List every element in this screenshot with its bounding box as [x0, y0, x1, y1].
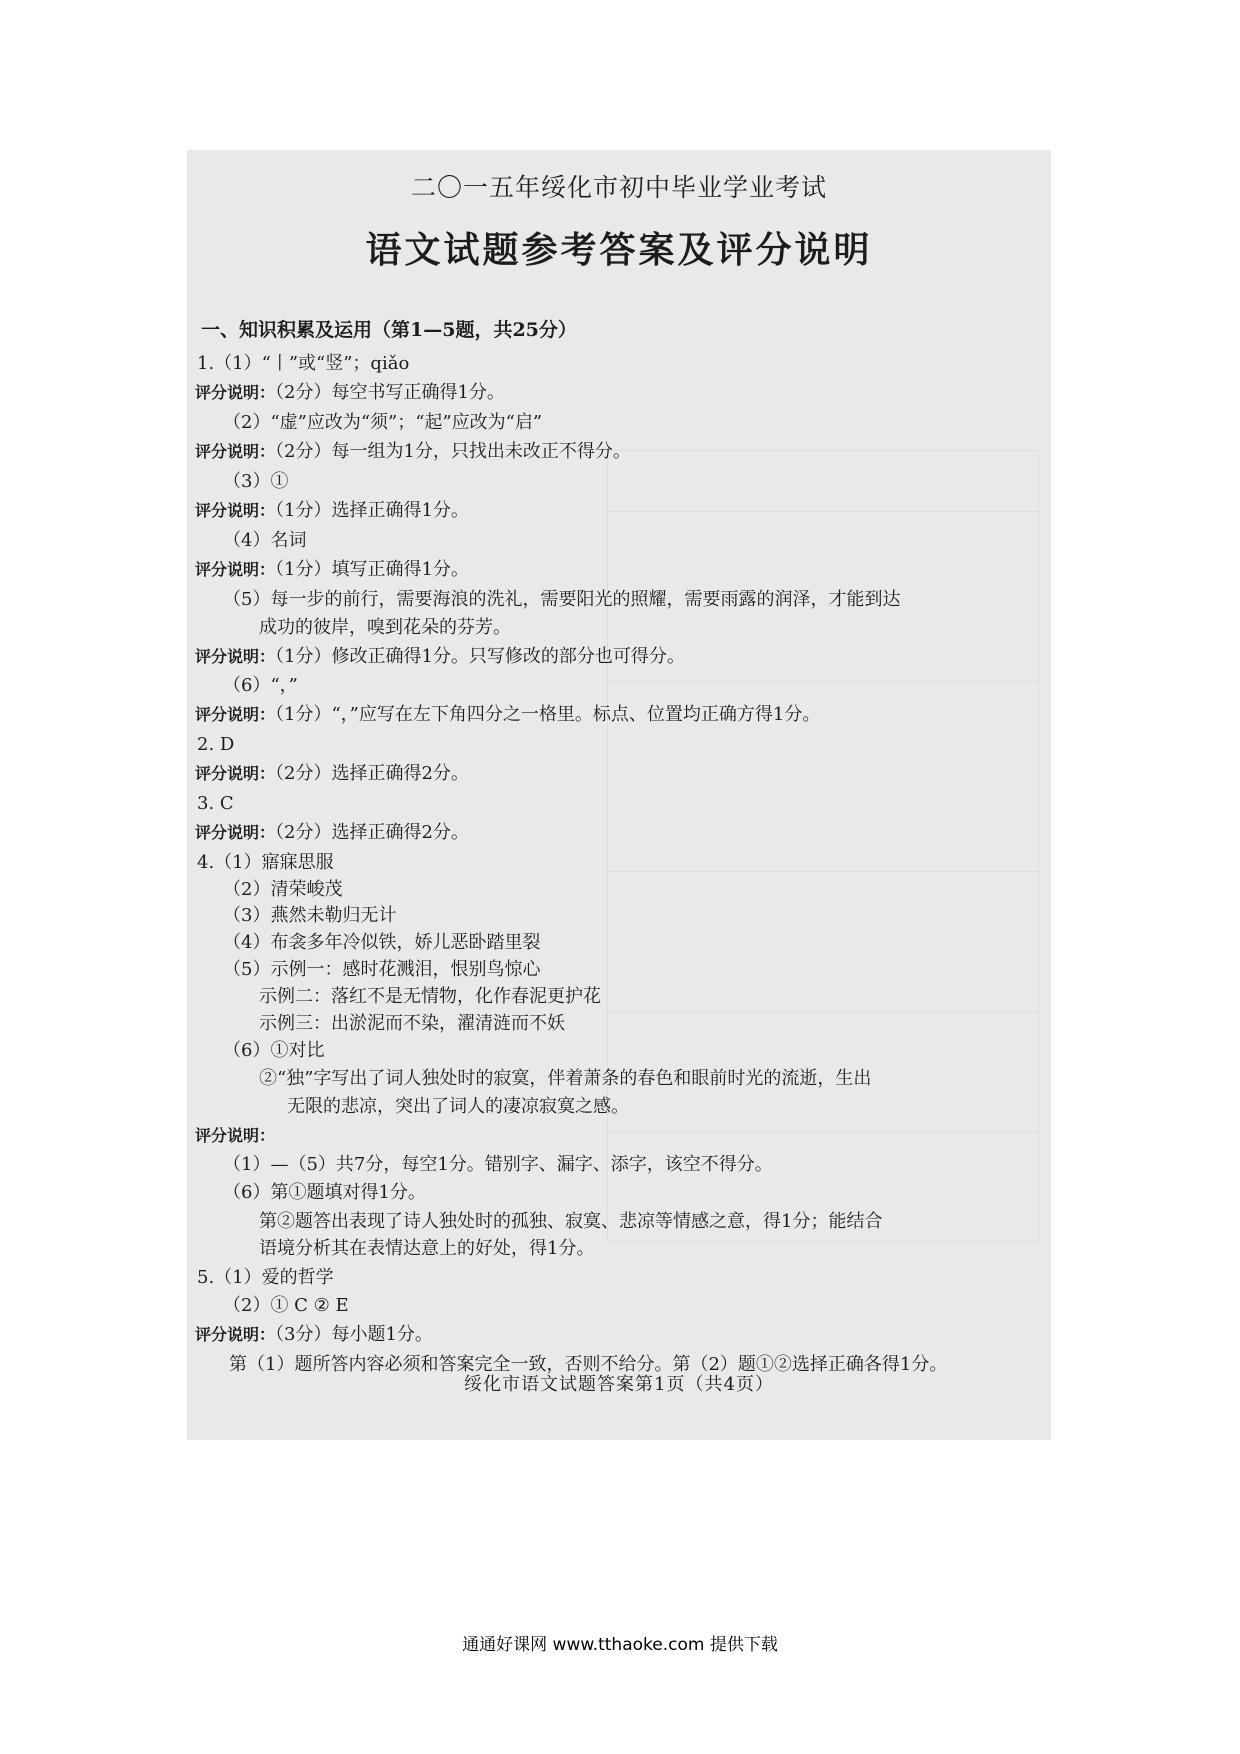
- answer-line: ②“独”字写出了词人独处时的寂寞，伴着萧条的春色和眼前时光的流逝，生出: [259, 1068, 872, 1089]
- answer-line: （3）①: [223, 471, 289, 492]
- scoring-label: 评分说明：: [195, 1126, 276, 1145]
- scoring-label: 评分说明：: [195, 823, 276, 842]
- scoring-note: 评分说明：（1分）“，”应写在左下角四分之一格里。标点、位置均正确方得1分。: [195, 704, 821, 725]
- site-watermark: 通通好课网 www.tthaoke.com 提供下载: [462, 1635, 778, 1655]
- answer-line: （2）“虚”应改为“须”；“起”应改为“启”: [223, 412, 543, 433]
- scoring-label: 评分说明：: [195, 442, 276, 461]
- answer-line: （5）示例一：感时花溅泪，恨别鸟惊心: [223, 959, 541, 980]
- scoring-note: 语境分析其在表情达意上的好处，得1分。: [259, 1238, 595, 1259]
- answer-line: （4）布衾多年冷似铁，娇儿恶卧踏里裂: [223, 932, 541, 953]
- scoring-note: （1）—（5）共7分，每空1分。错别字、漏字、添字，该空不得分。: [223, 1154, 773, 1175]
- answer-line: （4）名词: [223, 530, 307, 551]
- answer-line: （2）① C ② E: [223, 1295, 349, 1316]
- scoring-note: 评分说明：（1分）填写正确得1分。: [195, 559, 469, 580]
- scoring-note: 评分说明：（2分）选择正确得2分。: [195, 763, 469, 784]
- answer-line: 1.（1）“丨”或“竖”；qiǎo: [197, 353, 410, 374]
- scoring-note: 第②题答出表现了诗人独处时的孤独、寂寞、悲凉等情感之意，得1分；能结合: [259, 1211, 883, 1232]
- bleed-through-table: [607, 450, 1039, 1242]
- answer-line: （3）燕然未勒归无计: [223, 905, 397, 926]
- scoring-label: 评分说明：: [195, 1325, 276, 1344]
- answer-line: 4.（1）寤寐思服: [197, 852, 334, 873]
- answer-line: 3. C: [197, 793, 234, 814]
- answer-line: 2. D: [197, 734, 235, 755]
- section-heading: 一、知识积累及运用（第1—5题，共25分）: [201, 319, 577, 341]
- answer-line: 5.（1）爱的哲学: [197, 1267, 334, 1288]
- scoring-note: 第（1）题所答内容必须和答案完全一致，否则不给分。第（2）题①②选择正确各得1分。: [229, 1354, 948, 1375]
- scoring-label: 评分说明：: [195, 705, 276, 724]
- scoring-label: 评分说明：: [195, 501, 276, 520]
- doc-title: 语文试题参考答案及评分说明: [365, 229, 873, 271]
- answer-line: 无限的悲凉，突出了词人的凄凉寂寞之感。: [287, 1096, 629, 1117]
- scanned-page: [187, 150, 1051, 1440]
- answer-line: （6）“，”: [223, 675, 298, 696]
- scoring-note: 评分说明：（2分）选择正确得2分。: [195, 822, 469, 843]
- scoring-note: （6）第①题填对得1分。: [223, 1182, 426, 1203]
- page-footer: 绥化市语文试题答案第1页（共4页）: [464, 1374, 774, 1395]
- scoring-note: [195, 1123, 275, 1148]
- answer-line: （5）每一步的前行，需要海浪的洗礼，需要阳光的照耀，需要雨露的润泽，才能到达: [223, 589, 901, 610]
- scoring-label: 评分说明：: [195, 647, 276, 666]
- scoring-note: 评分说明：（1分）选择正确得1分。: [195, 500, 469, 521]
- scoring-note: 评分说明：（3分）每小题1分。: [195, 1324, 433, 1345]
- scoring-note: 评分说明：（1分）修改正确得1分。只写修改的部分也可得分。: [195, 646, 685, 667]
- answer-line: （6）①对比: [223, 1040, 325, 1061]
- answer-line: 成功的彼岸，嗅到花朵的芬芳。: [259, 617, 511, 638]
- scoring-label: 评分说明：: [195, 560, 276, 579]
- answer-line: （2）清荣峻茂: [223, 879, 343, 900]
- exam-title: 二〇一五年绥化市初中毕业学业考试: [410, 173, 827, 202]
- scoring-label: 评分说明：: [195, 383, 276, 402]
- answer-line: 示例二：落红不是无情物，化作春泥更护花: [259, 986, 601, 1007]
- scoring-note: 评分说明：（2分）每空书写正确得1分。: [195, 382, 505, 403]
- answer-line: 示例三：出淤泥而不染，濯清涟而不妖: [259, 1013, 565, 1034]
- scoring-label: 评分说明：: [195, 764, 276, 783]
- scoring-note: 评分说明：（2分）每一组为1分，只找出未改正不得分。: [195, 441, 631, 462]
